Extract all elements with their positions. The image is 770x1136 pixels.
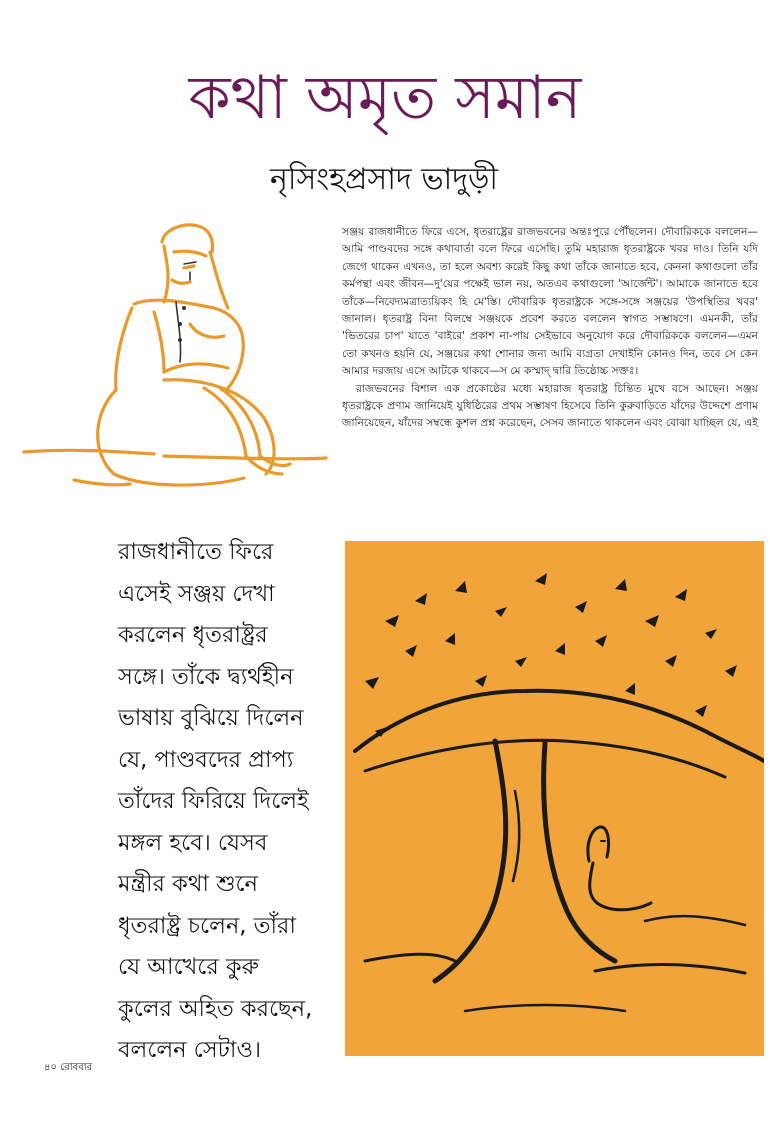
seated-figure-illustration (14, 212, 334, 512)
pull-quote-line: তাঁদের ফিরিয়ে দিলেই (118, 788, 309, 814)
pull-quote-line: মন্ত্রীর কথা শুনে (118, 871, 258, 897)
pull-quote-line: বললেন সেটাও। (118, 1037, 262, 1063)
tree-illustration-panel (345, 541, 764, 1056)
pull-quote-line: সঙ্গে। তাঁকে দ্ব্যর্থহীন (118, 663, 294, 690)
pull-quote-line: মঙ্গল হবে। যেসব (118, 829, 268, 856)
pull-quote-line: এসেই সঞ্জয় দেখা (118, 580, 275, 607)
pull-quote-line: ধৃতরাষ্ট্র চলেন, তাঁরা (118, 912, 296, 939)
pull-quote-line: রাজধানীতে ফিরে (118, 539, 274, 565)
article-paragraph: সঞ্জয় রাজধানীতে ফিরে এসে, ধৃতরাষ্ট্রের রাজভবনের অন্তঃপুরে পৌঁছলেন। দৌবারিককে বললেন—আমি পাণ্ডবদের সঙ্গে কথাবার্তা বলে ফিরে এসেছি। তুমি মহারাজ ধৃতরাষ্ট্রকে খবর দাও। তিনি যদি জেগে থাকেন এখনও, তা হলে অবশ্য করেই কিছু কথা তাঁকে জানাতে হবে, কেননা কথাগুলো তাঁর কর্মপন্থা এবং জীবন—দু'য়ের পক্ষেই ভাল নয়, অতএব কথাগুলো 'আর্জেন্ট'। আমাকে জানাতে হবে তাঁকে—নিবেদ্যমত্রাত্যয়িকং হি মে'স্তি। দৌবারিক ধৃতরাষ্ট্রকে সঙ্গে-সঙ্গে সঞ্জয়ের 'উপস্থিতির খবর' জানাল। ধৃতরাষ্ট্র বিনা বিলম্বে সঞ্জয়কে প্রবেশ করতে বললেন স্বাগত সম্ভাষণে। এমনকী, তাঁর 'ভিতরের চাপ' যাতে 'বাইরে' প্রকাশ না-পায় সেইভাবে অনুযোগ করে দৌবারিককে বললেন—এমন তো কখনও হয়নি যে, সঞ্জয়ের কথা শোনার জন্য আমি ব্যগ্রতা দেখাইনি কোনও দিন, তবে সে কেন আমার দরজায় এসে আটকে থাকবে—স মে কস্মাদ্ দ্বারি তিষ্ঠোচ্চ সক্তঃ। (342, 226, 758, 378)
pull-quote-line: ভাষায় বুঝিয়ে দিলেন (118, 705, 304, 731)
article-paragraph: রাজভবনের বিশাল এক প্রকোষ্ঠের মধ্যে মহারাজ ধৃতরাষ্ট্র চিন্তিত মুখে বসে আছেন। সঞ্জয় ধৃতরাষ্ট্রকে প্রণাম জানিয়েই যুধিষ্ঠিরের প্রথম সম্ভাষণ হিসেবে তিনি কুরুবাড়িতে যাঁদের উদ্দেশে প্রণাম জানিয়েছেন, যাঁদের সম্বন্ধে কুশল প্রশ্ন করেছেন, সেসব জানাতে থাকলেন এবং বোঝা যাচ্ছিল যে, এই (342, 382, 758, 430)
page-footer: ৪০ রোববার (44, 1062, 93, 1073)
pull-quote-line: করলেন ধৃতরাষ্ট্রর (118, 622, 268, 648)
pull-quote-line: যে, পাণ্ডবদের প্রাপ্য (118, 746, 294, 773)
page-title: কথা অমৃত সমান (188, 63, 582, 133)
tree-scene-illustration (345, 541, 764, 1056)
pull-quote-line: যে আখেরে কুরু (118, 954, 259, 980)
author-name: নৃসিংহপ্রসাদ ভাদুড়ী (270, 162, 499, 197)
pull-quote (118, 532, 324, 1072)
article-body (342, 224, 758, 524)
pull-quote-line: কুলের অহিত করছেন, (118, 995, 313, 1022)
